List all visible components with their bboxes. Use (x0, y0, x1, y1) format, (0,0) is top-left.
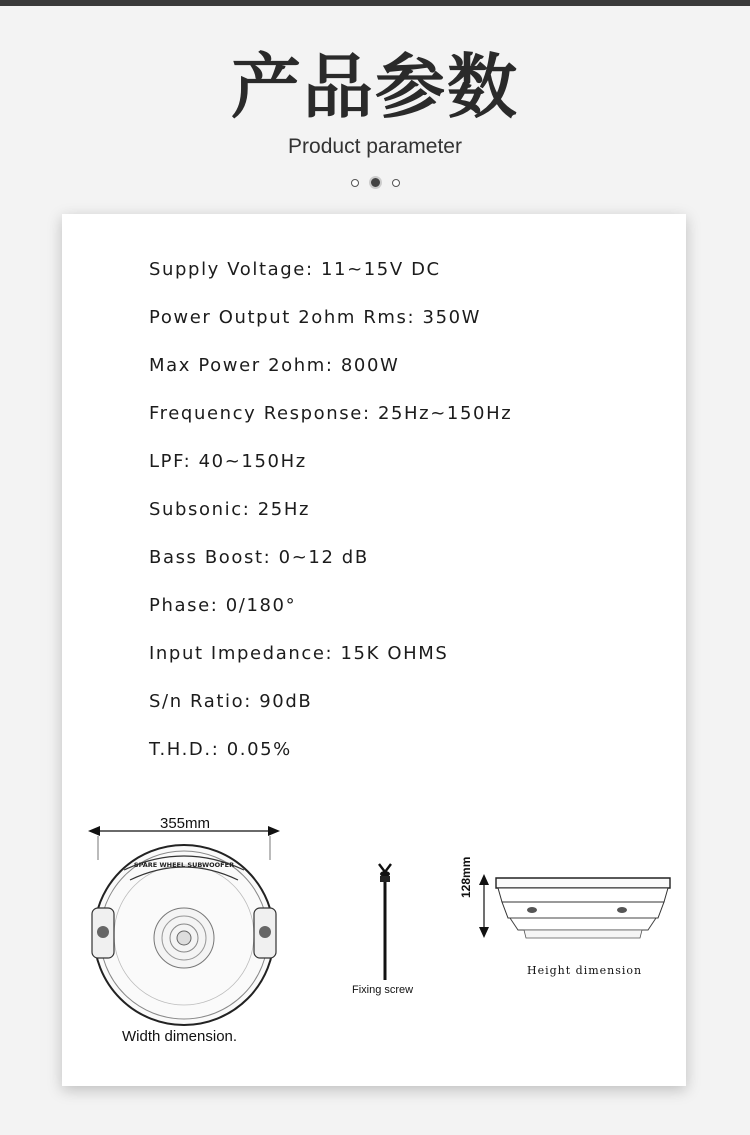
spec-lpf: LPF: 40~150Hz (149, 451, 307, 472)
width-diagram (84, 820, 284, 1034)
pager-dot-active[interactable] (369, 176, 382, 189)
spec-frequency-response: Frequency Response: 25Hz~150Hz (149, 403, 513, 424)
screw-diagram (375, 860, 395, 984)
spec-max-power: Max Power 2ohm: 800W (149, 355, 400, 376)
spec-sn-ratio: S/n Ratio: 90dB (149, 691, 313, 712)
spec-card (62, 214, 686, 1086)
height-value: 128mm (459, 856, 473, 898)
screw-caption: Fixing screw (352, 984, 414, 996)
width-caption: Width dimension. (122, 1028, 238, 1045)
page-title: 产品参数 (231, 46, 519, 128)
spec-supply-voltage: Supply Voltage: 11~15V DC (149, 259, 441, 280)
pager-dot[interactable] (351, 179, 359, 187)
pager-dots (0, 176, 750, 189)
spec-bass-boost: Bass Boost: 0~12 dB (149, 547, 369, 568)
spec-subsonic: Subsonic: 25Hz (149, 499, 311, 520)
height-diagram (474, 870, 674, 950)
height-caption: Height dimension (527, 964, 643, 977)
pager-dot[interactable] (392, 179, 400, 187)
top-bar (0, 0, 750, 6)
spec-thd: T.H.D.: 0.05% (149, 739, 292, 760)
width-value: 355mm (160, 815, 211, 832)
page-subtitle: Product parameter (288, 135, 462, 158)
spec-power-output: Power Output 2ohm Rms: 350W (149, 307, 482, 328)
spec-list (149, 254, 512, 782)
spec-phase: Phase: 0/180° (149, 595, 297, 616)
spec-input-impedance: Input Impedance: 15K OHMS (149, 643, 449, 664)
product-label-text: SPARE WHEEL SUBWOOFER (133, 861, 235, 869)
